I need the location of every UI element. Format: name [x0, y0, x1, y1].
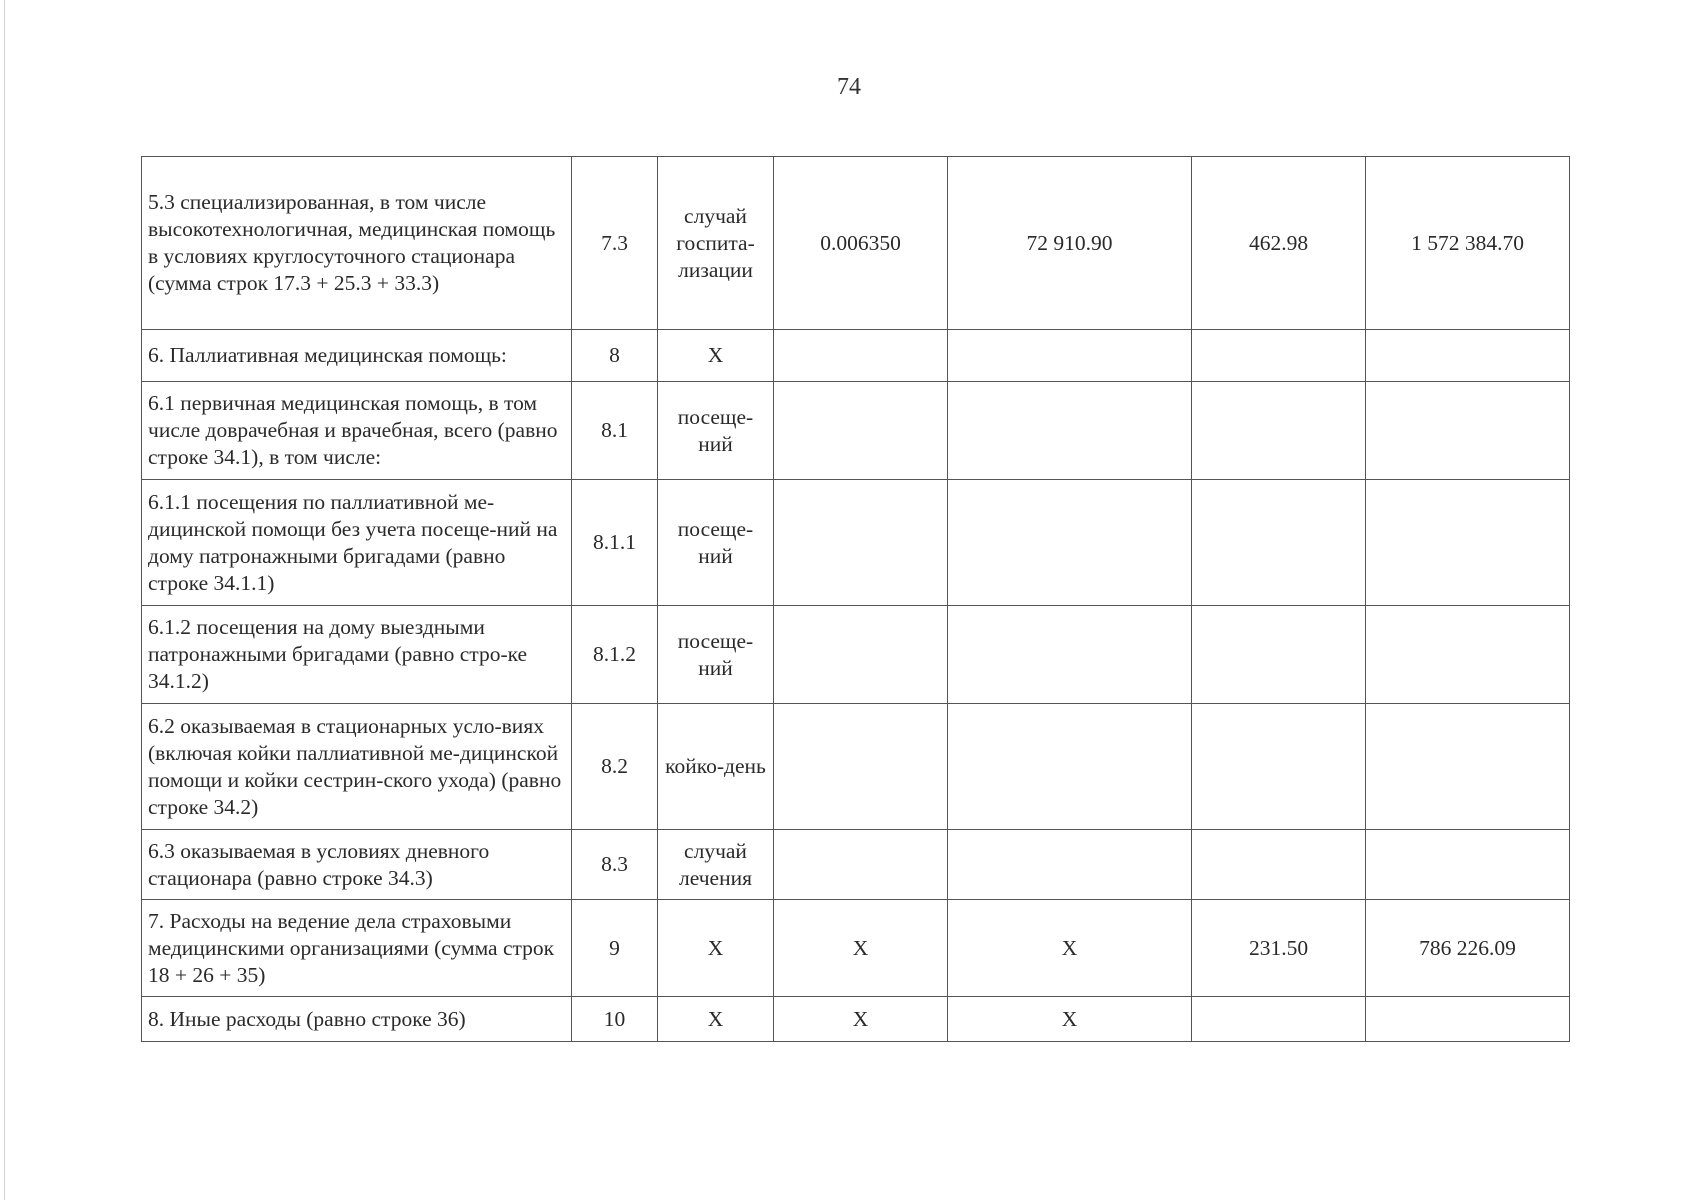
row-value-2	[948, 830, 1192, 900]
row-unit: посеще-ний	[658, 480, 774, 606]
row-value-2	[948, 382, 1192, 480]
row-name: 6.3 оказываемая в условиях дневного стационара (равно строке 34.3)	[142, 830, 572, 900]
row-value-1	[774, 704, 948, 830]
row-unit: посеще-ний	[658, 382, 774, 480]
row-name: 6.2 оказываемая в стационарных усло-виях (включая койки паллиативной ме-дицинской помощи и койки сестрин-ского ухода) (равно строке 34.2)	[142, 704, 572, 830]
row-value-3: 462.98	[1192, 157, 1366, 330]
table-row	[142, 704, 1570, 830]
row-value-2	[948, 606, 1192, 704]
row-value-2: 72 910.90	[948, 157, 1192, 330]
row-value-1: 0.006350	[774, 157, 948, 330]
row-value-3	[1192, 480, 1366, 606]
table-row	[142, 900, 1570, 997]
table-row	[142, 330, 1570, 382]
row-unit: посеще-ний	[658, 606, 774, 704]
row-line-code: 8.3	[572, 830, 658, 900]
row-value-4	[1366, 704, 1570, 830]
row-value-1: X	[774, 997, 948, 1042]
row-name: 6. Паллиативная медицинская помощь:	[142, 330, 572, 382]
row-value-3	[1192, 606, 1366, 704]
row-value-2	[948, 480, 1192, 606]
page-left-edge	[4, 0, 5, 1200]
row-unit: случай лечения	[658, 830, 774, 900]
row-unit: X	[658, 900, 774, 997]
row-value-3	[1192, 704, 1366, 830]
table-row	[142, 480, 1570, 606]
row-unit: X	[658, 997, 774, 1042]
row-line-code: 8.1.1	[572, 480, 658, 606]
row-value-3	[1192, 382, 1366, 480]
row-value-2: X	[948, 997, 1192, 1042]
table-row	[142, 997, 1570, 1042]
row-line-code: 8.1	[572, 382, 658, 480]
row-unit: койко-день	[658, 704, 774, 830]
row-line-code: 9	[572, 900, 658, 997]
row-value-4	[1366, 330, 1570, 382]
row-value-3	[1192, 330, 1366, 382]
row-line-code: 8	[572, 330, 658, 382]
row-value-4	[1366, 382, 1570, 480]
row-value-1: X	[774, 900, 948, 997]
row-unit: случай госпита-лизации	[658, 157, 774, 330]
row-value-1	[774, 830, 948, 900]
row-name: 6.1 первичная медицинская помощь, в том числе доврачебная и врачебная, всего (равно строке 34.1), в том числе:	[142, 382, 572, 480]
row-value-4: 786 226.09	[1366, 900, 1570, 997]
row-value-1	[774, 606, 948, 704]
row-value-4	[1366, 830, 1570, 900]
row-value-1	[774, 480, 948, 606]
row-unit: X	[658, 330, 774, 382]
row-value-1	[774, 382, 948, 480]
table-row	[142, 157, 1570, 330]
row-line-code: 8.2	[572, 704, 658, 830]
row-value-4	[1366, 997, 1570, 1042]
row-value-2	[948, 704, 1192, 830]
row-value-1	[774, 330, 948, 382]
page-number: 74	[837, 74, 861, 100]
row-name: 7. Расходы на ведение дела страховыми медицинскими организациями (сумма строк 18 + 26 + 35)	[142, 900, 572, 997]
table-row	[142, 830, 1570, 900]
data-table	[141, 156, 1570, 1042]
row-name: 6.1.2 посещения на дому выездными патронажными бригадами (равно стро-ке 34.1.2)	[142, 606, 572, 704]
row-line-code: 7.3	[572, 157, 658, 330]
row-name: 8. Иные расходы (равно строке 36)	[142, 997, 572, 1042]
row-value-3	[1192, 830, 1366, 900]
row-value-3	[1192, 997, 1366, 1042]
row-value-4	[1366, 480, 1570, 606]
row-line-code: 8.1.2	[572, 606, 658, 704]
row-value-4	[1366, 606, 1570, 704]
table-row	[142, 606, 1570, 704]
row-value-2	[948, 330, 1192, 382]
row-line-code: 10	[572, 997, 658, 1042]
row-value-2: X	[948, 900, 1192, 997]
row-value-3: 231.50	[1192, 900, 1366, 997]
table-row	[142, 382, 1570, 480]
row-name: 6.1.1 посещения по паллиативной ме-дицинской помощи без учета посеще-ний на дому патронажными бригадами (равно строке 34.1.1)	[142, 480, 572, 606]
row-name: 5.3 специализированная, в том числе высокотехнологичная, медицинская помощь в условиях круглосуточного стационара (сумма строк 17.3 + 25.3 + 33.3)	[142, 157, 572, 330]
row-value-4: 1 572 384.70	[1366, 157, 1570, 330]
